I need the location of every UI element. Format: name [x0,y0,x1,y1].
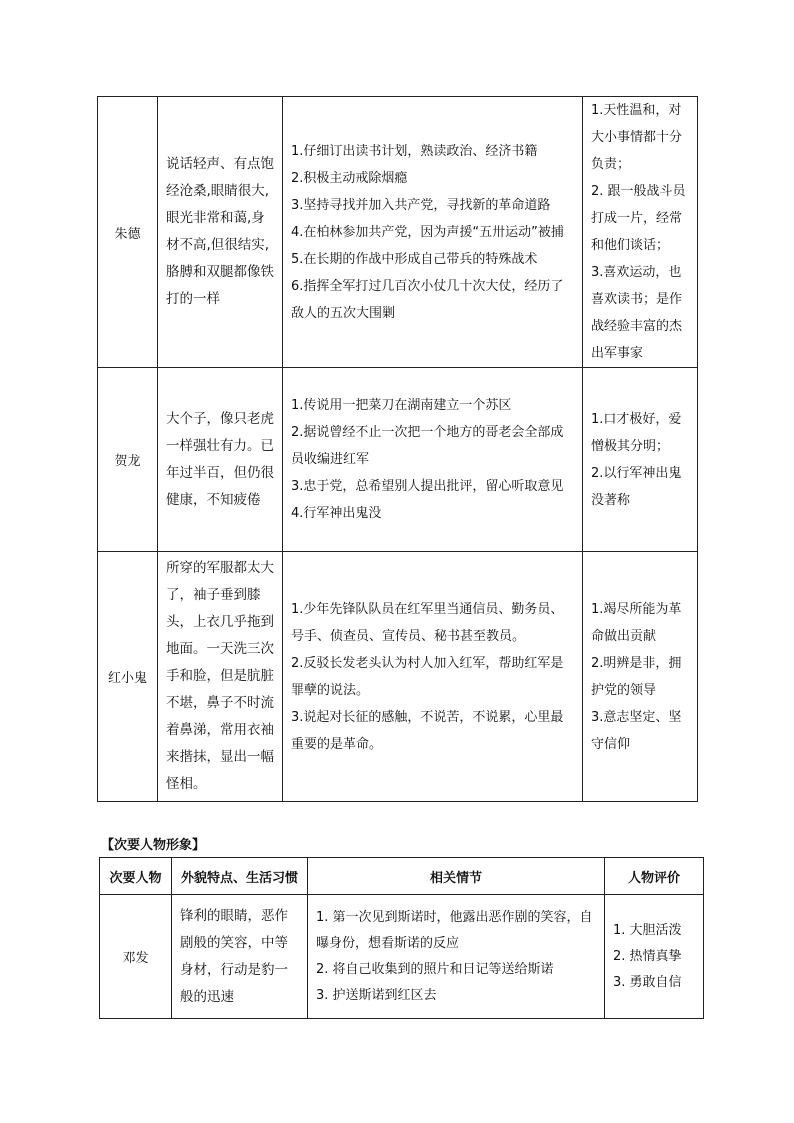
events-cell [283,97,583,368]
event-item: 2.积极主动戒除烟瘾 [291,170,408,186]
character-name: 贺龙 [98,368,158,552]
character-name: 红小鬼 [98,552,158,802]
evaluation-item: 2. 热情真挚 [613,948,682,964]
evaluation-cell [583,552,698,802]
column-header: 相关情节 [308,858,605,895]
section-title: 【次要人物形象】 [101,838,206,853]
table-row [98,368,698,552]
evaluation-item: 2.以行军神出鬼没著称 [591,465,682,508]
evaluation-item: 1.竭尽所能为革命做出贡献 [591,601,682,644]
appearance-cell: 说话轻声、有点饱经沧桑,眼睛很大,眼光非常和蔼,身材不高,但很结实,胳膊和双腿都像铁打的一样 [158,97,283,368]
character-name: 邓发 [100,895,172,1019]
appearance-cell: 大个子，像只老虎一样强壮有力。已年过半百，但仍很健康，不知疲倦 [158,368,283,552]
event-item: 1. 第一次见到斯诺时，他露出恶作剧的笑容，自曝身份，想看斯诺的反应 [316,909,593,951]
evaluation-cell [583,97,698,368]
event-item: 1.仔细订出读书计划，熟读政治、经济书籍 [291,143,538,159]
evaluation-item: 1.天性温和，对大小事情都十分负责； [591,103,683,172]
evaluation-item: 3. 勇敢自信 [613,974,682,990]
events-cell [283,552,583,802]
appearance-cell: 锋利的眼睛，恶作剧般的笑容，中等身材，行动是豹一般的迅速 [172,895,308,1019]
evaluation-item: 3.喜欢运动，也喜欢读书；是作战经验丰富的杰出军事家 [591,265,683,361]
event-item: 3.忠于党，总希望别人提出批评，留心听取意见 [291,479,564,494]
column-header: 次要人物 [100,858,172,895]
event-item: 1.少年先锋队队员在红军里当通信员、勤务员、号手、侦查员、宣传员、秘书甚至教员。 [291,601,564,644]
character-name: 朱德 [98,97,158,368]
evaluation-item: 1. 大胆活泼 [613,922,682,938]
events-cell [283,368,583,552]
event-item: 2.反驳长发老头认为村人加入红军，帮助红军是罪孽的说法。 [291,655,564,698]
column-header: 人物评价 [605,858,704,895]
event-item: 5.在长期的作战中形成自己带兵的特殊战术 [291,251,538,267]
event-item: 2. 将自己收集到的照片和日记等送给斯诺 [316,961,554,977]
evaluation-item: 1.口才极好，爱憎极其分明； [591,411,682,454]
event-item: 1.传说用一把菜刀在湖南建立一个苏区 [291,398,512,413]
table-header-row [100,858,704,895]
event-item: 3.坚持寻找并加入共产党，寻找新的革命道路 [291,197,551,213]
event-item: 6.指挥全军打过几百次小仗几十次大仗，经历了敌人的五次大围剿 [291,278,564,321]
evaluation-item: 3.意志坚定、坚守信仰 [591,709,682,752]
events-cell [308,895,605,1019]
table-row [98,97,698,368]
table-row [98,552,698,802]
secondary-character-table [99,857,704,1019]
event-item: 3.说起对长征的感触，不说苦，不说累，心里最重要的是革命。 [291,709,564,752]
table-row [100,895,704,1019]
event-item: 3. 护送斯诺到红区去 [316,987,437,1003]
evaluation-cell [605,895,704,1019]
column-header: 外貌特点、生活习惯 [172,858,308,895]
main-character-table [97,96,698,802]
evaluation-cell [583,368,698,552]
evaluation-item: 2.明辨是非，拥护党的领导 [591,655,682,698]
appearance-cell: 所穿的军服都太大了，袖子垂到膝头，上衣几乎拖到地面。一天洗三次手和脸，但是肮脏不堪，鼻子不时流着鼻涕，常用衣袖来揩抹，显出一幅怪相。 [158,552,283,802]
event-item: 4.行军神出鬼没 [291,506,382,521]
event-item: 2.据说曾经不止一次把一个地方的哥老会全部成员收编进红军 [291,425,564,467]
event-item: 4.在柏林参加共产党，因为声援“五卅运动”被捕 [291,224,564,240]
evaluation-item: 2. 跟一般战斗员打成一片，经常和他们谈话； [591,184,686,253]
